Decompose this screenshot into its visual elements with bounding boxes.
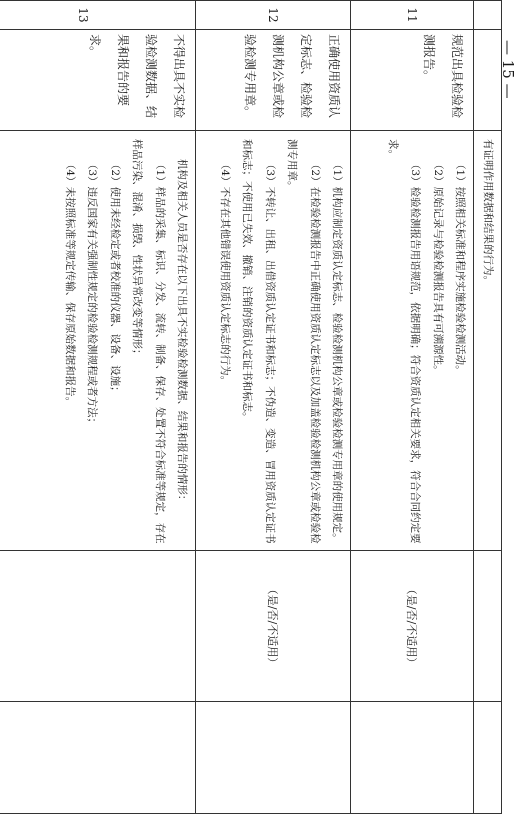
requirement-text: 有证明作用数据和结果的行为。 <box>482 139 494 286</box>
requirement-text: 机构及相关人员是否存在以下出具不实检验检测数据、结果和报告的情形： <box>176 158 189 506</box>
requirement-cell <box>351 131 474 551</box>
page-number-text: — 15 — <box>499 40 517 99</box>
table-row <box>351 1 474 814</box>
item-cell <box>474 30 502 131</box>
requirement-cell <box>196 131 351 551</box>
item-description: 不得出具不实检验检测数据、结果和报告的要求。 <box>0 30 196 131</box>
table-row <box>196 1 351 814</box>
requirement-text: （2）在检验检测报告中正确使用资质认定标志以及加盖检验检测机构公章或检验检测专用章。 <box>286 139 321 544</box>
requirement-text: （3）违反国家有关强制性规定的检验检测规程或者方法； <box>86 158 99 429</box>
requirement-cell <box>474 131 502 551</box>
number-cell <box>474 1 502 30</box>
requirement-text: （1）机构应制定资质认定标志、检验检测机构公章或检验检测专用章的使用规定。 <box>331 158 344 544</box>
row-number: 11 <box>351 1 474 30</box>
requirement-text: （2）原始记录与检验检测报告具有可溯源性。 <box>432 158 444 376</box>
requirement-text: （3）不转让、出租、出借资质认定证书和标志；不伪造、变造、冒用资质认定证书和标志；不使用已失效、撤销、注销的资质认定证书和标志。 <box>241 139 276 544</box>
row-number: 12 <box>196 1 351 30</box>
note-cell <box>196 702 351 814</box>
page-number <box>500 40 520 99</box>
requirement-text: （4）不存在其他错误使用资质认定标志的行为。 <box>219 158 231 387</box>
row-number: 13 <box>0 1 196 30</box>
requirement-text: （2）使用未经检定或者校准的仪器、设备、设施； <box>109 158 121 397</box>
requirement-text: （1）按照相关标准和程序实施检验检测活动。 <box>454 158 467 376</box>
item-description: 规范出具检验检测报告。 <box>351 30 474 131</box>
requirement-cell <box>0 131 196 551</box>
requirement-text: （4）未按照标准等规定传输、保存原始数据和报告。 <box>64 158 76 408</box>
requirement-text: （1）样品的采集、标识、分发、流转、制备、保存、处置不符合标准等规定，存在样品污染、混淆、损毁、性状异常改变等情形； <box>131 139 166 544</box>
note-cell <box>474 702 502 814</box>
result-cell: （是/否/不适用） <box>351 551 474 702</box>
note-cell <box>0 702 196 814</box>
table-row <box>0 1 196 814</box>
item-description: 正确使用资质认定标志、检验检测机构公章或检验检测专用章。 <box>196 30 351 131</box>
table-row <box>474 1 502 814</box>
requirement-text: （3）检验检测报告用语规范，依据明确；符合资质认定相关要求，符合合同约定要求。 <box>387 139 422 544</box>
note-cell <box>351 702 474 814</box>
result-cell: （是/否/不适用） <box>196 551 351 702</box>
result-cell <box>474 551 502 702</box>
result-cell <box>0 551 196 702</box>
